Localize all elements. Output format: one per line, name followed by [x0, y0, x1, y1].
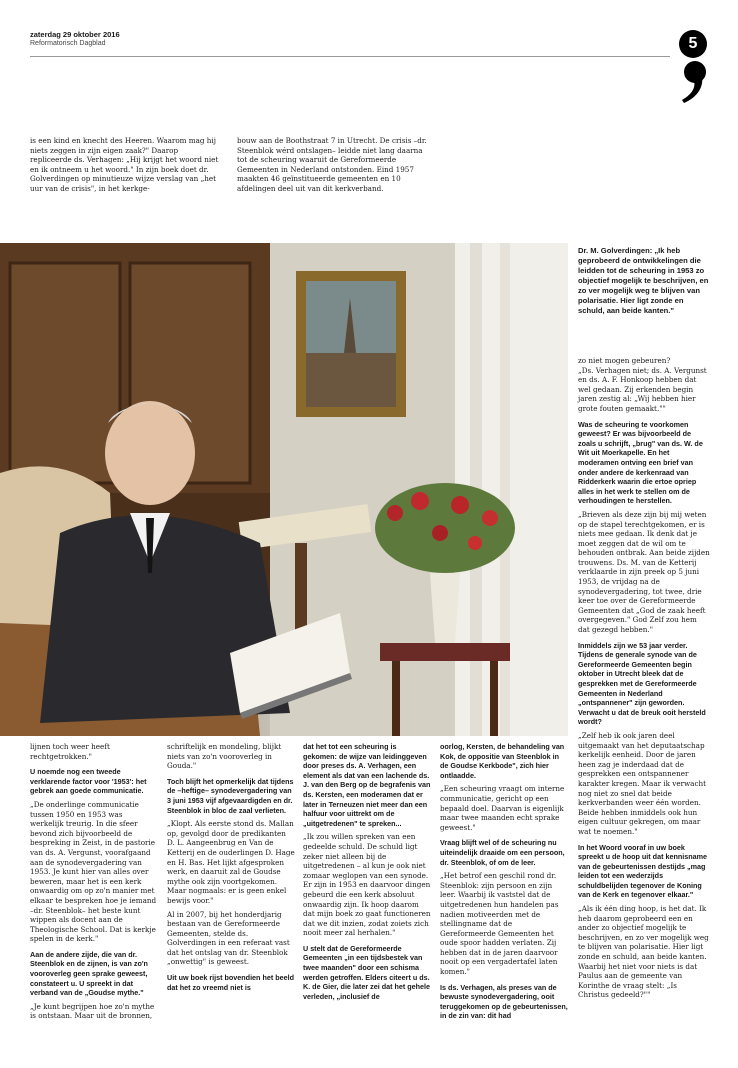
- paragraph: „Het betrof een geschil rond dr. Steenblok: zijn persoon en zijn leer. Waarbij ik vaststel dat de uitgetredenen hun handelen pas nadien motiveerden met de stellingname dat de Gereformeerde Gemeenten het oude spoor hadden verlaten. Zij hebben dat in de jaren daarvoor nooit op een vergadertafel laten komen.": [440, 871, 559, 977]
- paragraph: „Ik zou willen spreken van een gedeelde schuld. De schuld ligt zeker niet alleen bij de uitgetredenen – al kun je ook niet zomaar weglopen van een synode. Er zijn in 1953 en daarvoor dingen gebeurd die een kerk absoluut onwaardig zijn. Ik hoop daarom dat mijn boek zo gaat functioneren dat we dit inzien, zodat zoiets zich nooit meer zal herhalen.": [303, 832, 431, 938]
- paragraph: „De onderlinge communicatie tussen 1950 en 1953 was werkelijk treurig. In die sfeer bevond zich bijvoorbeeld de bespreking in Zeist, in de pastorie van ds. A. Vergunst, voorafgaand aan de synodevergadering van 1953. Je kunt hier van alles over beweren, maar het is een kerk onwaardig om op zo'n manier met elkaar te bespreken hoe je iemand –dr. Steenblok– het beste kunt wippen als docent aan de Theologische School. Dat is kerkje spelen in de kerk.": [30, 799, 157, 944]
- question: U noemde nog een tweede verklarende factor voor '1953': het gebrek aan goede communicatie.: [30, 767, 147, 796]
- photo-illustration: [0, 243, 568, 736]
- photo-caption: [578, 246, 710, 316]
- issue-date: zaterdag 29 oktober 2016: [30, 30, 120, 39]
- paragraph: Al in 2007, bij het honderdjarig bestaan van de Gereformeerde Gemeenten, stelde ds. Golverdingen in een referaat vast dat het ontslag van dr. Steenblok „onwettig" is geweest.: [167, 909, 290, 967]
- header-rule: [30, 56, 670, 57]
- paragraph: lijnen toch weer heeft rechtgetrokken.": [30, 742, 110, 761]
- page-header: [30, 30, 120, 48]
- paragraph: „Ds. Verhagen niet; ds. A. Vergunst en ds. A. F. Honkoop hebben dat wel gedaan. Zij erkenden begin jaren zestig al: „Wij hebben hier grote fouten gemaakt."": [578, 365, 707, 413]
- question: Aan de andere zijde, die van dr. Steenblok en de zijnen, is van zo'n vooroverleg geen sprake geweest, constateert u. U spreekt in dat verband van de „Goudse mythe.": [30, 949, 148, 998]
- paragraph: „Je kunt begrijpen hoe zo'n mythe is ontstaan. Maar uit de bronnen,: [30, 1001, 155, 1021]
- question: Is ds. Verhagen, als preses van de bewuste synodevergadering, ooit teruggekomen op de gebeurtenissen, in de zin van: dit had: [440, 982, 568, 1021]
- bottom-column-3: [303, 742, 431, 1005]
- paragraph: „Als ik één ding hoop, is het dat. Ik heb daarom geprobeerd een en ander zo objectief mogelijk te beschrijven, en zo ver mogelijk weg te blijven van polarisatie. Hier ligt zonde en schuld, aan beide kanten. Waarbij het niet voor niets is dat Paulus aan de gemeente van Korinthe de vraag stelt: „Is Christus gedeeld?"": [578, 904, 709, 1000]
- page-number-badge: 5: [679, 30, 707, 58]
- bottom-column-1: [30, 742, 158, 1025]
- question: oorlog, Kersten, de behandeling van Kok, de oppositie van Steenblok in de Goudse Kerkbode", zich hier ontlaadde.: [440, 742, 565, 780]
- paragraph: „Klopt. Als eerste stond ds. Mallan op, gevolgd door de predikanten D. L. Aangeenbrug en Van de Ketterij en de ouderlingen D. Hage en H. Bas. Het lijkt afgesproken werk, en daaruit zal de Goudse mythe ook zijn voortgekomen. Maar nogmaals: er is geen enkel bewijs voor.": [167, 819, 295, 905]
- paragraph: „Brieven als deze zijn bij mij weten op de stapel terechtgekomen, er is niets mee gedaan. Ik denk dat je moet zeggen dat de wil om te behouden ontbrak. Aan beide zijden trouwens. Ds. M. van de Ketterij verklaarde in zijn preek op 5 juni 1953, de vrijdag na de synodevergadering, tot twee, drie keer toe over de Gereformeerde Gemeenten dat „God de zaak heeft overgegeven." God Zelf zou hem dat gezegd hebben.": [578, 509, 710, 635]
- question: U stelt dat de Gereformeerde Gemeenten „in een tijdsbestek van twee maanden" door een schisma werden getroffen. Elders citeert u ds. K. de Gier, die later zei dat het gehele verleden, „inclusief de: [303, 943, 431, 1001]
- question: Was de scheuring te voorkomen geweest? Er was bijvoorbeeld de zoals u schrijft, „brug" van ds. W. de Wit uit Moerkapelle. En het moderamen ontving een brief van onder andere de kerkenraad van Ridderkerk waarin die ertoe opriep alles in het werk te stellen om de verhoudingen te herstellen.: [578, 419, 703, 506]
- portrait-photo: [0, 243, 568, 736]
- question: In het Woord vooraf in uw boek spreekt u de hoop uit dat kennisname van de gebeurtenissen destijds „mag leiden tot een wederzijds schuldbelijden tegenover de Koning van de Kerk en tegenover elkaar.": [578, 842, 707, 900]
- comma-logo-icon: [678, 60, 708, 104]
- paragraph: schriftelijk en mondeling, blijkt niets van zo'n vooroverleg in Gouda.": [167, 742, 282, 771]
- question: Inmiddels zijn we 53 jaar verder. Tijdens de generale synode van de Gereformeerde Gemeenten begin oktober in Utrecht bleek dat de gesprekken met de Gereformeerde Gemeenten in Nederland „ontspannener" zijn geworden. Verwacht u dat de breuk ooit hersteld wordt?: [578, 640, 706, 727]
- paragraph: „Een scheuring vraagt om interne communicatie, gericht op een bepaald doel. Daarvan is eigenlijk maar twee maanden echt sprake geweest.": [440, 784, 565, 832]
- caption-text: Dr. M. Golverdingen: „Ik heb geprobeerd de ontwikkelingen die leidden tot de scheuring in 1953 zo objectief mogelijk te beschrijven, en zo ver mogelijk weg te blijven van polarisatie. Hier ligt zonde en schuld, aan beide kanten.": [578, 246, 709, 315]
- newspaper-name: Reformatorisch Dagblad: [30, 40, 106, 47]
- question: Toch blijft het opmerkelijk dat tijdens de –heftige– synodevergadering van 3 juni 1953 vijf afgevaardigden en dr. Steenblok in bloc de zaal verlieten.: [167, 776, 294, 815]
- paragraph: is een kind en knecht des Heeren. Waarom mag hij niets zeggen in zijn eigen zaak?" Daarop repliceerde ds. Verhagen: „Hij krijgt het woord niet en ik ontneem u het woord." In zijn boek doet dr. Golverdingen op minutieuze wijze verslag van „het uur van de crisis", in het kerkge-: [30, 136, 219, 193]
- top-column-2: [237, 136, 433, 198]
- paragraph: bouw aan de Boothstraat 7 in Utrecht. De crisis –dr. Steenblok wérd ontslagen– leidde niet lang daarna tot de scheuring waaruit de Gereformeerde Gemeenten in Nederland ontstonden. Eind 1957 maakten 46 geïnstitueerde gemeenten en 10 afdelingen deel uit van dit kerkverband.: [237, 136, 427, 193]
- question: Uit uw boek rijst bovendien het beeld dat het zo vreemd niet is: [167, 973, 294, 992]
- top-column-1: [30, 136, 220, 198]
- bottom-column-2: [167, 742, 295, 996]
- bottom-column-4: [440, 742, 568, 1025]
- paragraph-lead: zo niet mogen gebeuren?: [578, 356, 671, 365]
- paragraph: „Zelf heb ik ook jaren deel uitgemaakt van het deputaatschap kerkelijk eenheid. Door de jaren heen zag je inderdaad dat de gesprekken een ontspannener karakter kregen. Maar ik verwacht nog niet zo snel dat beide kerkverbanden weer één worden. Beide hebben inmiddels ook hun eigen cultuur gekregen, om maar wat te noemen.": [578, 730, 706, 836]
- question: Vraag blijft wel of de scheuring nu uiteindelijk draaide om een persoon, dr. Steenblok, of om de leer.: [440, 838, 565, 867]
- right-column: [578, 356, 710, 1004]
- question: dat het tot een scheuring is gekomen: de wijze van leidinggeven door preses ds. A. Verhagen, een element als dat van een lachende ds. J. van den Berg op de begrafenis van ds. Kersten, een moderamen dat er later in Terneuzen niet meer dan een halfuur voor uittrekt om de „uitgetredenen" te spreken...: [303, 742, 431, 828]
